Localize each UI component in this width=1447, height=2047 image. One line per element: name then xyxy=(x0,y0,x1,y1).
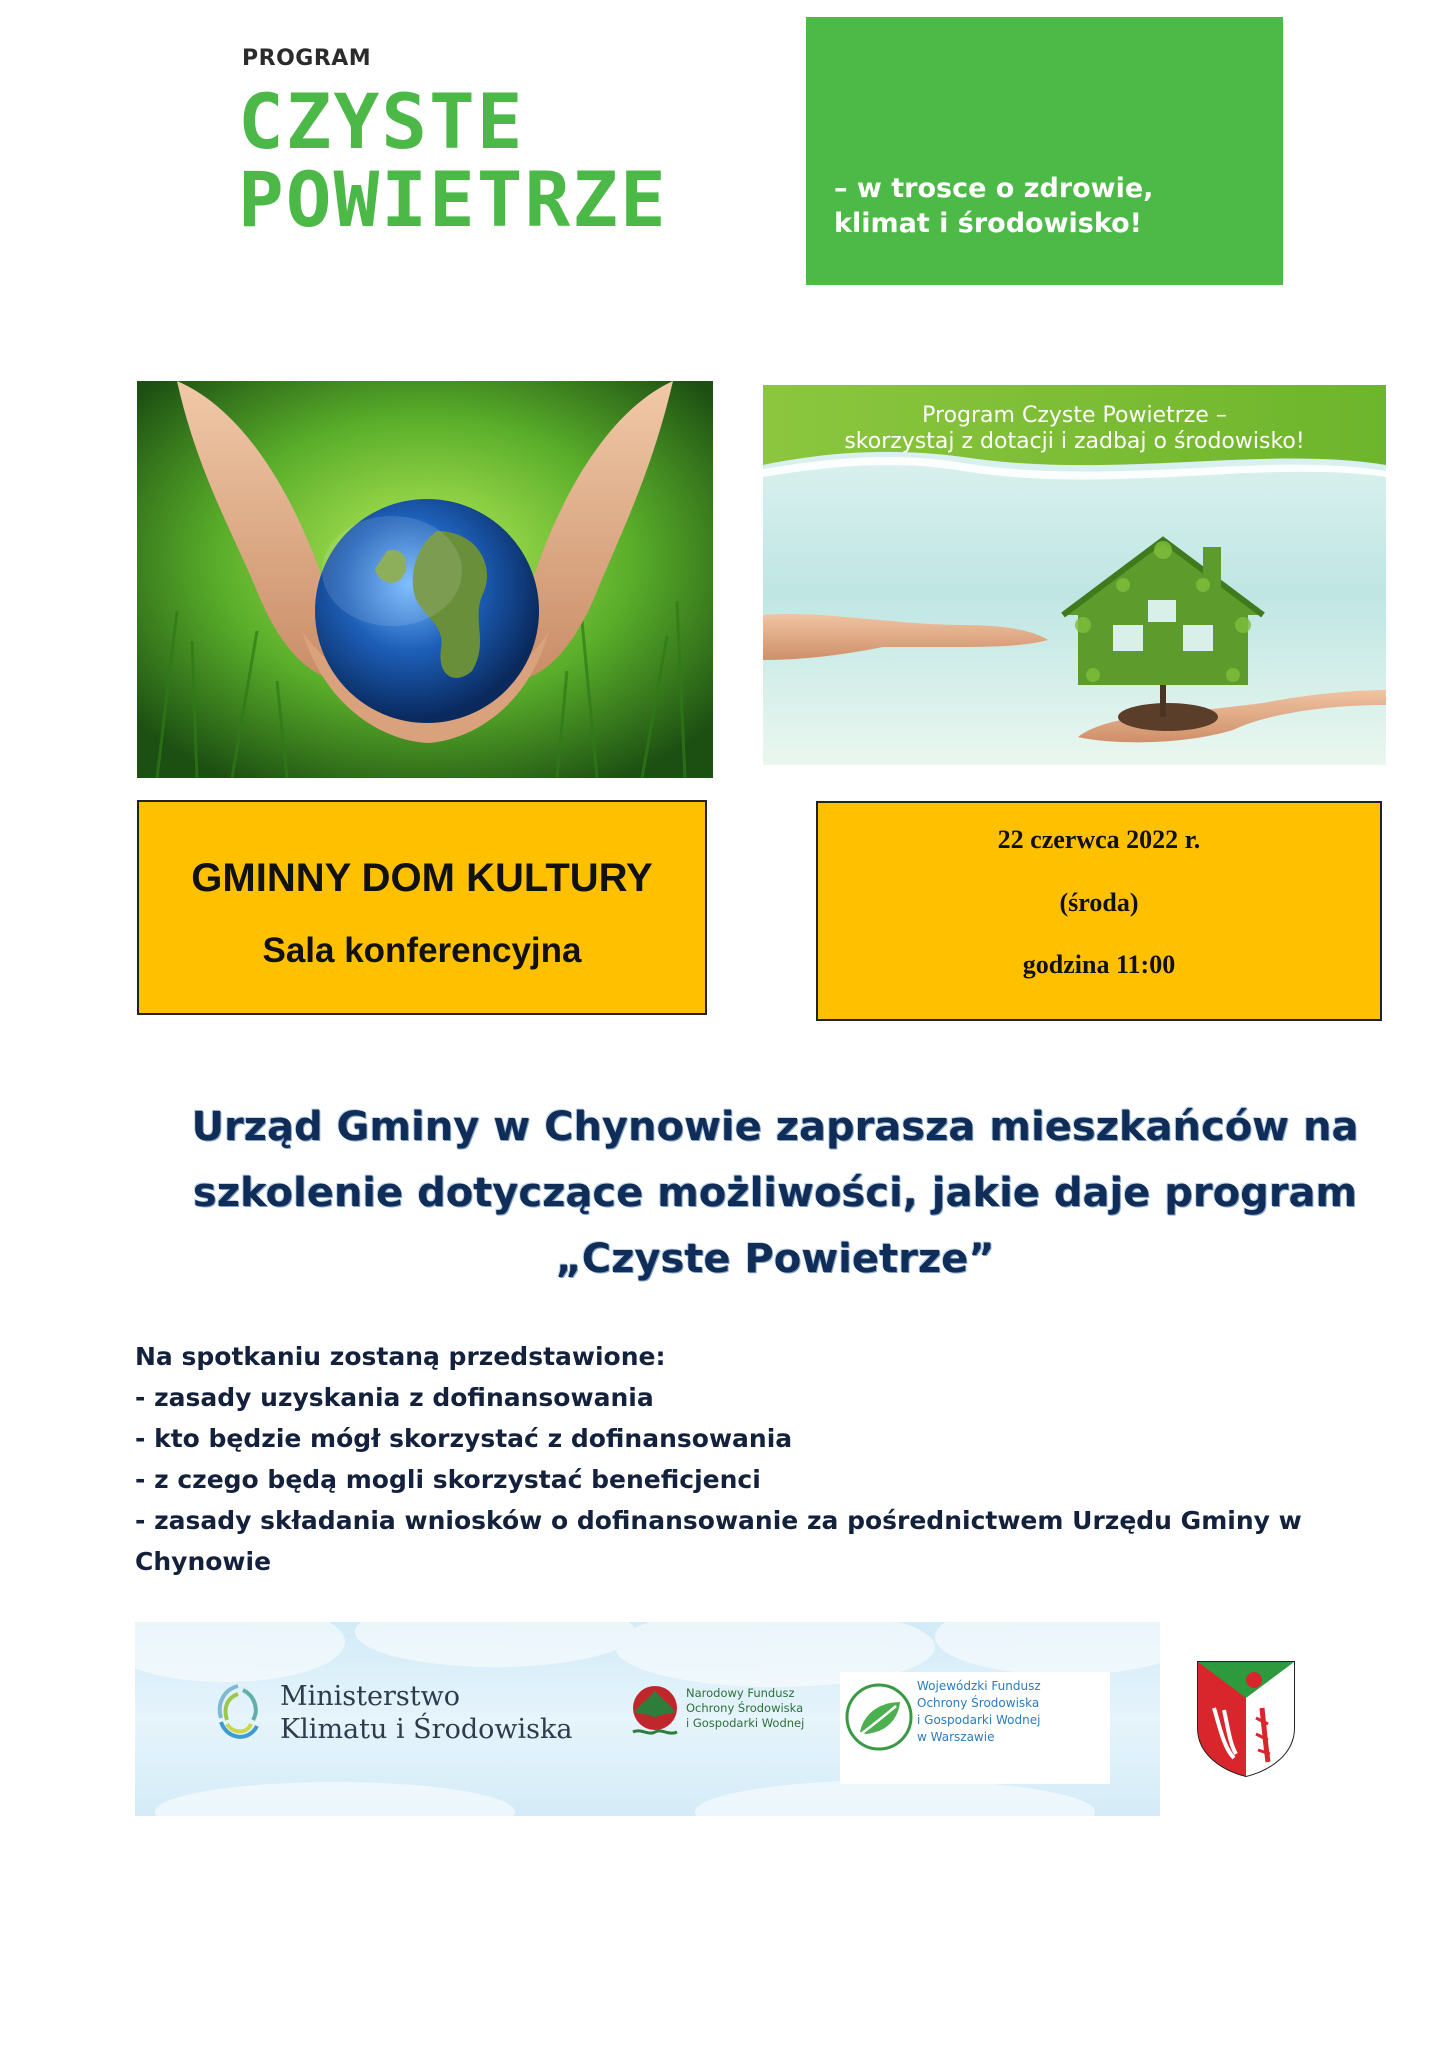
coat-of-arms-panel xyxy=(1160,1630,1335,1816)
house-banner-line-1: Program Czyste Powietrze – xyxy=(922,403,1227,428)
venue-room: Sala konferencyjna xyxy=(262,931,582,970)
slogan-line-1: – w trosce o zdrowie, xyxy=(834,173,1154,204)
ministry-emblem-icon xyxy=(213,1682,263,1746)
logo-powietrze: POWIETRZE xyxy=(238,155,668,244)
coat-of-arms-icon xyxy=(1194,1658,1298,1780)
date-box xyxy=(816,801,1382,1021)
slogan-banner xyxy=(806,17,1283,285)
event-time: godzina 11:00 xyxy=(1022,950,1176,979)
agenda-item: - zasady składania wniosków o dofinansowanie za pośrednictwem Urzędu Gminy w Chynowie xyxy=(135,1506,1302,1576)
logo-czyste: CZYSTE xyxy=(238,77,525,166)
invitation-line-2: szkolenie dotyczące możliwości, jakie daje program xyxy=(192,1170,1358,1216)
nfosigw-line-3: i Gospodarki Wodnej xyxy=(686,1716,805,1730)
nfosigw-line-2: Ochrony Środowiska xyxy=(686,1701,804,1715)
nfosigw-logo-icon xyxy=(629,1682,681,1740)
slogan-line-2: klimat i środowisko! xyxy=(834,207,1142,239)
globe-in-hands-illustration xyxy=(137,381,713,778)
agenda-intro: Na spotkaniu zostaną przedstawione: xyxy=(135,1342,666,1371)
house-banner-line-2: skorzystaj z dotacji i zadbaj o środowisko! xyxy=(844,429,1305,455)
program-label: PROGRAM xyxy=(242,46,372,71)
wfosigw-line-4: w Warszawie xyxy=(917,1730,995,1744)
ministry-name xyxy=(280,1680,572,1746)
ministry-line-2: Klimatu i Środowiska xyxy=(280,1714,573,1745)
invitation-heading xyxy=(130,1094,1420,1292)
wfosigw-name xyxy=(917,1678,1041,1746)
invitation-line-3: „Czyste Powietrze” xyxy=(555,1236,995,1282)
house-banner-text xyxy=(763,403,1386,456)
globe-photo xyxy=(137,381,713,778)
nfosigw-name xyxy=(686,1686,804,1731)
event-date: 22 czerwca 2022 r. xyxy=(997,825,1201,854)
wfosigw-line-1: Wojewódzki Fundusz xyxy=(917,1679,1041,1693)
wfosigw-leaf-icon xyxy=(844,1682,914,1752)
invitation-line-1: Urząd Gminy w Chynowie zaprasza mieszkańców na xyxy=(191,1104,1359,1150)
green-house-photo xyxy=(763,385,1386,765)
slogan-text xyxy=(834,172,1274,241)
wfosigw-line-2: Ochrony Środowiska xyxy=(917,1696,1040,1710)
nfosigw-line-1: Narodowy Fundusz xyxy=(686,1686,795,1700)
venue-box xyxy=(137,800,707,1015)
wfosigw-line-3: i Gospodarki Wodnej xyxy=(917,1713,1041,1727)
agenda-item: - zasady uzyskania z dofinansowania xyxy=(135,1383,654,1412)
ministry-line-1: Ministerstwo xyxy=(280,1681,460,1712)
house-banner xyxy=(763,385,1386,500)
agenda-item: - z czego będą mogli skorzystać beneficjenci xyxy=(135,1465,761,1494)
wfosigw-logo xyxy=(840,1672,1110,1784)
venue-title: GMINNY DOM KULTURY xyxy=(191,856,653,900)
event-weekday: (środa) xyxy=(1059,888,1139,917)
agenda-item: - kto będzie mógł skorzystać z dofinansowania xyxy=(135,1424,793,1453)
agenda-list xyxy=(135,1336,1395,1582)
sponsor-logos-strip xyxy=(135,1622,1160,1816)
